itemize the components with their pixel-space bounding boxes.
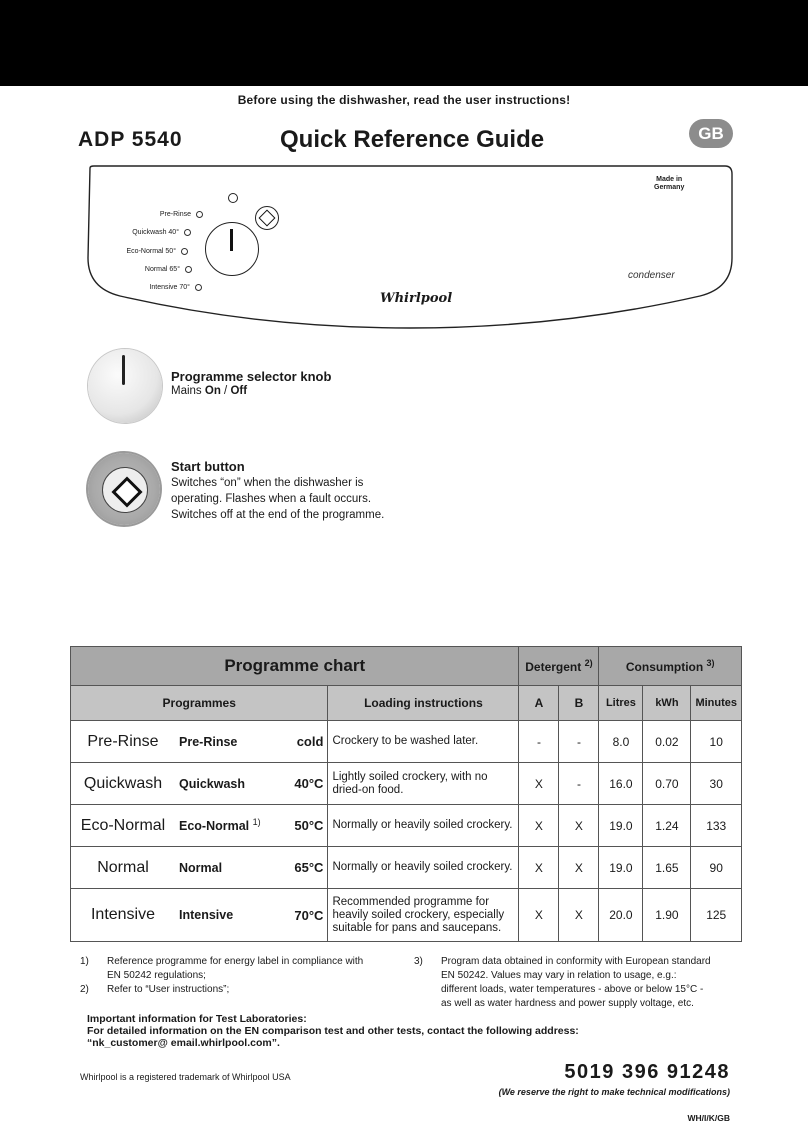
row-minutes: 30	[691, 763, 742, 805]
row-detergent-b: X	[559, 847, 599, 889]
condenser-label: condenser	[628, 270, 675, 281]
row-loading: Crockery to be washed later.	[328, 721, 519, 763]
col-litres: Litres	[599, 686, 643, 721]
panel-knob-icon	[205, 222, 259, 276]
table-row	[71, 763, 742, 805]
panel-programme-dot	[184, 229, 191, 236]
footnotes-left: 1) Reference programme for energy label in compliance with EN 50242 regulations; 2) Refer to “User instructions”;	[80, 956, 364, 995]
row-kwh: 1.24	[643, 805, 691, 847]
panel-programme-label: Quickwash 40°	[132, 229, 191, 236]
top-black-band	[0, 0, 808, 86]
row-programme-icon-label: Eco-Normal	[71, 805, 176, 847]
panel-programme-label: Normal 65°	[145, 266, 192, 273]
selector-knob-icon	[88, 349, 162, 423]
row-temperature: 65°C	[283, 847, 328, 889]
row-temperature: 40°C	[283, 763, 328, 805]
panel-programme-label: Intensive 70°	[149, 284, 202, 291]
table-row	[71, 805, 742, 847]
row-minutes: 133	[691, 805, 742, 847]
row-loading: Normally or heavily soiled crockery.	[328, 847, 519, 889]
col-a: A	[519, 686, 559, 721]
row-detergent-a: X	[519, 847, 559, 889]
table-row	[71, 721, 742, 763]
row-programme-icon-label: Normal	[71, 847, 176, 889]
panel-programme-label: Pre-Rinse	[160, 211, 203, 218]
row-minutes: 125	[691, 889, 742, 942]
row-detergent-a: X	[519, 805, 559, 847]
row-detergent-b: -	[559, 721, 599, 763]
row-litres: 19.0	[599, 847, 643, 889]
col-kwh: kWh	[643, 686, 691, 721]
brand-logo: Whirlpool	[380, 291, 453, 306]
test-lab-info: Important information for Test Laboratories: For detailed information on the EN comparison test and other tests, contact the following address: “nk_customer@ email.whirlpool.com”.	[87, 1013, 579, 1049]
row-detergent-b: X	[559, 889, 599, 942]
country-badge: GB	[689, 119, 733, 148]
start-title: Start button	[171, 459, 245, 474]
document-code: 5019 396 91248	[564, 1061, 730, 1083]
table-row	[71, 889, 742, 942]
model-number: ADP 5540	[78, 128, 183, 151]
region-code: WH/I/K/GB	[687, 1113, 730, 1123]
row-loading: Lightly soiled crockery, with no dried-on food.	[328, 763, 519, 805]
reserve-notice: (We reserve the right to make technical modifications)	[498, 1087, 730, 1097]
programme-chart-table	[70, 646, 742, 942]
row-programme-name: Eco-Normal $^{1)}$	[175, 805, 283, 847]
page-title: Quick Reference Guide	[280, 126, 545, 153]
row-kwh: 1.65	[643, 847, 691, 889]
table-row	[71, 847, 742, 889]
control-panel-outline	[80, 158, 735, 333]
panel-programme-dot	[181, 248, 188, 255]
chart-title: Programme chart	[71, 647, 519, 686]
row-programme-name: Pre-Rinse	[175, 721, 283, 763]
row-litres: 16.0	[599, 763, 643, 805]
row-programme-name: Intensive	[175, 889, 283, 942]
row-temperature: 50°C	[283, 805, 328, 847]
row-loading: Normally or heavily soiled crockery.	[328, 805, 519, 847]
row-kwh: 1.90	[643, 889, 691, 942]
consumption-header: Consumption $^{3)}$	[599, 647, 742, 686]
indicator-led	[228, 193, 238, 203]
row-detergent-a: X	[519, 889, 559, 942]
row-programme-name: Quickwash	[175, 763, 283, 805]
start-button-icon	[88, 453, 160, 525]
row-detergent-b: -	[559, 763, 599, 805]
panel-start-button-icon	[255, 206, 279, 230]
row-temperature: cold	[283, 721, 328, 763]
start-text: Switches “on” when the dishwasher is operating. Flashes when a fault occurs. Switches off at the end of the programme.	[171, 477, 385, 521]
col-programmes: Programmes	[71, 686, 328, 721]
row-programme-icon-label: Pre-Rinse	[71, 721, 176, 763]
row-litres: 19.0	[599, 805, 643, 847]
panel-programme-dot	[185, 266, 192, 273]
panel-programme-dot	[195, 284, 202, 291]
row-minutes: 90	[691, 847, 742, 889]
row-programme-icon-label: Intensive	[71, 889, 176, 942]
selector-title: Programme selector knob	[171, 369, 332, 384]
col-loading: Loading instructions	[328, 686, 519, 721]
made-in-label: Made in Germany	[654, 176, 685, 191]
row-detergent-a: -	[519, 721, 559, 763]
col-b: B	[559, 686, 599, 721]
footnotes-right: 3) Program data obtained in conformity with European standard EN 50242. Values may vary in relation to usage, e.g.: different loads, water temperatures - above or below 15°C - as well as water hardness and power supply voltage, etc.	[414, 956, 711, 1009]
detergent-header: Detergent $^{2)}$	[519, 647, 599, 686]
row-temperature: 70°C	[283, 889, 328, 942]
panel-programme-label: Eco-Normal 50°	[127, 248, 188, 255]
row-detergent-a: X	[519, 763, 559, 805]
row-litres: 20.0	[599, 889, 643, 942]
col-minutes: Minutes	[691, 686, 742, 721]
row-programme-name: Normal	[175, 847, 283, 889]
notice-text: Before using the dishwasher, read the user instructions!	[237, 93, 571, 107]
selector-text: Mains On / Off	[171, 385, 248, 397]
panel-programme-dot	[196, 211, 203, 218]
trademark-text: Whirlpool is a registered trademark of Whirlpool USA	[80, 1072, 291, 1082]
row-detergent-b: X	[559, 805, 599, 847]
row-loading: Recommended programme for heavily soiled crockery, especially suitable for pans and saucepans.	[328, 889, 519, 942]
row-kwh: 0.02	[643, 721, 691, 763]
row-kwh: 0.70	[643, 763, 691, 805]
row-programme-icon-label: Quickwash	[71, 763, 176, 805]
row-litres: 8.0	[599, 721, 643, 763]
row-minutes: 10	[691, 721, 742, 763]
